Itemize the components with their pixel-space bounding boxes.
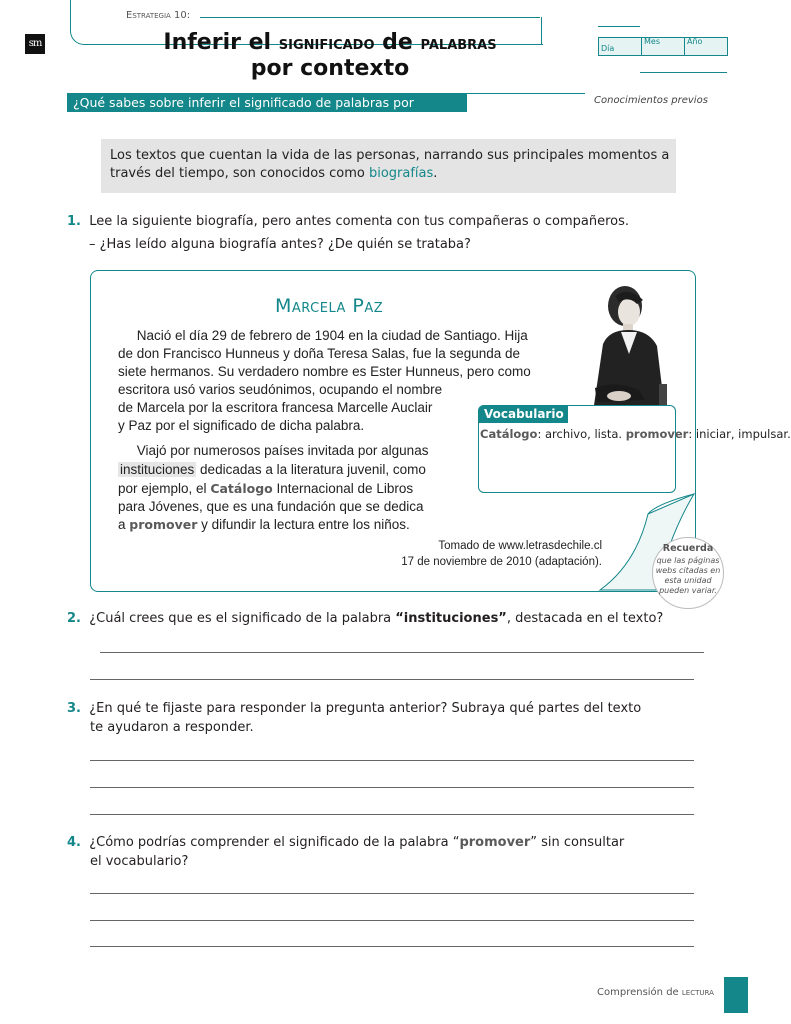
bio-line: [118, 516, 558, 534]
date-line-bottom: [640, 72, 727, 73]
source-citation: [380, 538, 602, 570]
question-keyword: “instituciones”: [395, 611, 507, 626]
vocab-term: Catálogo: [480, 427, 538, 441]
bio-line-text: Viajó por numerosos países invitada por algunas: [136, 443, 429, 458]
footer-text: Comprensión de: [597, 987, 682, 998]
footer-label: [597, 987, 714, 998]
strategy-frame-right-line: [541, 17, 542, 44]
bio-line: [118, 327, 558, 345]
question-number: 3.: [67, 701, 81, 716]
answer-line[interactable]: [90, 679, 694, 680]
bio-line-text: a: [118, 517, 130, 532]
intro-keyword: biografías: [368, 166, 434, 181]
answer-line[interactable]: [90, 787, 694, 788]
reminder-body: que las páginas webs citadas en esta unidad pueden variar.: [655, 556, 721, 595]
question-keyword: promover: [459, 835, 531, 850]
highlight-instituciones: instituciones: [120, 462, 195, 477]
intro-text: [110, 147, 670, 183]
question-3: [67, 699, 641, 719]
prior-knowledge-label: Conocimientos previos: [594, 95, 708, 106]
bio-line-text: y difundir la lectura entre los niños.: [197, 517, 410, 532]
vocab-term: promover: [625, 427, 689, 441]
question-4: [67, 833, 624, 853]
question-text: ¿Cómo podrías comprender el significado de la palabra “: [89, 835, 460, 850]
bio-line-text: dedicadas a la literatura juvenil, como: [196, 462, 426, 477]
reminder-title: Recuerda: [662, 543, 714, 554]
question-2: [67, 609, 663, 629]
source-line-1: Tomado de www.letrasdechile.cl: [438, 540, 602, 552]
question-number: 1.: [67, 214, 81, 229]
intro-text-before: Los textos que cuentan la vida de las personas, narrando sus principales momentos a través del tiempo, son conocidos como: [110, 148, 670, 181]
intro-text-after: .: [433, 166, 438, 181]
answer-line[interactable]: [90, 893, 694, 894]
question-number: 4.: [67, 835, 81, 850]
question-3-line-2: te ayudaron a responder.: [90, 720, 254, 735]
term-promover: promover: [129, 517, 198, 532]
strategy-label: Estrategia 10:: [126, 10, 191, 21]
answer-line[interactable]: [90, 920, 694, 921]
term-catalogo: Catálogo: [210, 481, 273, 496]
bio-line: y Paz por el significado de dicha palabra.: [118, 418, 365, 433]
title-part: significado: [278, 32, 375, 54]
vocab-definition: : iniciar, impulsar.: [688, 427, 791, 441]
strategy-frame-top-line: [200, 17, 540, 18]
question-text: ¿Cuál crees que es el significado de la palabra: [89, 611, 396, 626]
portrait-image: [585, 284, 673, 414]
date-year-field[interactable]: Año: [684, 38, 727, 55]
title-part: de: [374, 30, 421, 55]
date-box: [598, 37, 728, 56]
answer-line[interactable]: [90, 946, 694, 947]
biography-title: Marcela Paz: [275, 295, 384, 317]
section-question-bar: ¿Qué sabes sobre inferir el significado de palabras por contexto?: [67, 93, 467, 112]
question-1: [67, 212, 707, 232]
bio-line: siete hermanos. Su verdadero nombre es Ester Hunneus, pero como: [118, 364, 531, 379]
title-part: Inferir el: [163, 30, 279, 55]
source-line-2: 17 de noviembre de 2010 (adaptación).: [401, 556, 602, 568]
footer-tab: [724, 977, 748, 1013]
bio-line: de Marcela por la escritora francesa Marcelle Auclair: [118, 400, 433, 415]
publisher-logo: sm: [25, 34, 45, 54]
question-text: Lee la siguiente biografía, pero antes comenta con tus compañeras o compañeros.: [89, 214, 630, 229]
section-bar-line: [461, 93, 585, 94]
bio-line-text: Internacional de Libros: [272, 481, 414, 496]
answer-line[interactable]: [90, 760, 694, 761]
question-1-sub: – ¿Has leído alguna biografía antes? ¿De quién se trataba?: [89, 237, 471, 252]
bio-line: de don Francisco Hunneus y doña Teresa Salas, fue la segunda de: [118, 346, 521, 361]
question-number: 2.: [67, 611, 81, 626]
title-line-2: por contexto: [250, 56, 410, 81]
question-text: ” sin consultar: [530, 835, 625, 850]
question-4-line-2: el vocabulario?: [90, 854, 189, 869]
vocab-definition: : archivo, lista.: [537, 427, 626, 441]
answer-line[interactable]: [90, 814, 694, 815]
question-text: , destacada en el texto?: [506, 611, 664, 626]
page-title: [120, 30, 540, 82]
title-part: palabras: [420, 32, 497, 54]
footer-text-smallcaps: lectura: [681, 987, 714, 998]
answer-line[interactable]: [100, 652, 704, 653]
bio-line: escritora usó varios seudónimos, ocupando el nombre: [118, 382, 443, 397]
date-line-top: [598, 26, 640, 27]
date-month-field[interactable]: Mes: [641, 38, 684, 55]
vocabulary-heading: Vocabulario: [478, 405, 568, 423]
bio-line-text: Nació el día 29 de febrero de 1904 en la ciudad de Santiago. Hija: [136, 328, 528, 343]
vocabulary-text: [480, 426, 791, 442]
bio-line: para Jóvenes, que es una fundación que se dedica: [118, 499, 424, 514]
date-day-field[interactable]: Día: [601, 44, 615, 53]
bio-line-text: por ejemplo, el: [118, 481, 211, 496]
question-text: ¿En qué te fijaste para responder la pregunta anterior? Subraya qué partes del texto: [89, 701, 642, 716]
